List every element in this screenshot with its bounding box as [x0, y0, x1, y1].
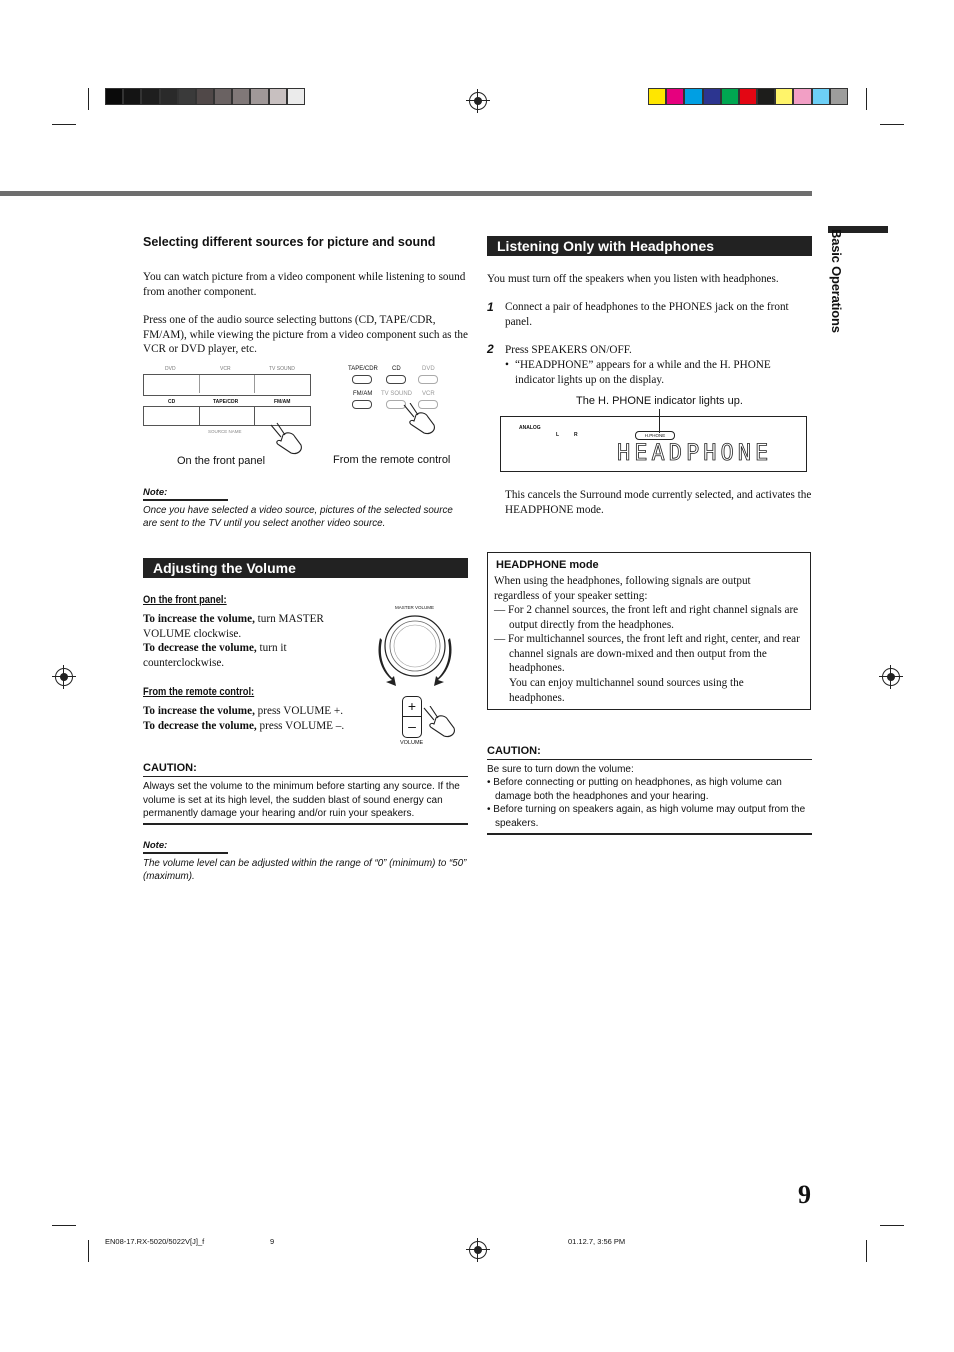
- volume-rocker[interactable]: [402, 696, 422, 738]
- headphones-caution-bullet: • Before turning on speakers again, as high volume may output from the speakers.: [487, 804, 806, 829]
- crop-mark: [866, 1240, 867, 1262]
- caution-rule-bottom: [143, 823, 468, 825]
- hphone-indicator: H.PHONE: [635, 431, 675, 440]
- step-number: 2: [487, 342, 494, 356]
- mode-box-item: You can enjoy multichannel sound sources using the headphones.: [509, 677, 744, 704]
- registration-mark-icon: [469, 1241, 487, 1259]
- remote-tapecdr-button[interactable]: [352, 375, 372, 384]
- master-volume-label: MASTER VOLUME: [395, 605, 435, 610]
- volume-caution-text: Always set the volume to the minimum before starting any source. If the volume is set at its high level, the sudden blast of sound energy can permanently damage your hearing and/or ruin your speakers.: [143, 781, 460, 819]
- hand-pointer-icon: [420, 706, 460, 742]
- front-top-label: VCR: [220, 366, 231, 372]
- volume-remote-heading: From the remote control:: [143, 686, 255, 698]
- note-underline: [143, 852, 228, 854]
- calibration-swatch: [232, 88, 250, 105]
- volume-remote-text: [143, 704, 383, 733]
- note-underline: [143, 499, 228, 501]
- calibration-swatch: [684, 88, 702, 105]
- master-volume-knob[interactable]: [366, 610, 464, 688]
- remote-label: DVD: [422, 366, 435, 372]
- calibration-swatch: [250, 88, 268, 105]
- crop-mark: [88, 1240, 89, 1262]
- step2-bullet: • “HEADPHONE” appears for a while and the H. PHONE indicator lights up on the display.: [505, 358, 810, 387]
- headphones-caution-title: CAUTION:: [487, 745, 541, 757]
- l-indicator: L: [556, 432, 560, 438]
- sources-note-text: Once you have selected a video source, pictures of the selected source are sent to the TV until you select another video source.: [143, 505, 453, 529]
- analog-indicator: ANALOG: [519, 425, 541, 431]
- top-rule: [0, 191, 812, 196]
- grayscale-strip: [105, 88, 305, 105]
- display-caption: The H. PHONE indicator lights up.: [576, 395, 743, 407]
- mode-box-title: HEADPHONE mode: [496, 559, 599, 571]
- registration-mark-icon: [469, 92, 487, 110]
- front-top-label: DVD: [165, 366, 176, 372]
- remote-label: VCR: [422, 391, 435, 397]
- headphone-mode-box: [487, 552, 811, 710]
- note-label: Note:: [143, 487, 168, 498]
- remote-label: FM/AM: [353, 391, 373, 397]
- volume-front-text: [143, 612, 348, 670]
- headphones-caution-intro: Be sure to turn down the volume:: [487, 764, 634, 775]
- caution-rule-bottom: [487, 833, 812, 835]
- remote-dvd-button[interactable]: [418, 375, 438, 384]
- remote-dec-text: press VOLUME –.: [256, 719, 345, 732]
- calibration-swatch: [775, 88, 793, 105]
- calibration-swatch: [123, 88, 141, 105]
- calibration-swatch: [739, 88, 757, 105]
- headphones-caution-bullet: • Before connecting or putting on headphones, as high volume can damage both the headphones and your hearing.: [487, 777, 782, 802]
- caution-rule: [487, 759, 812, 760]
- color-strip: [648, 88, 848, 105]
- calibration-swatch: [757, 88, 775, 105]
- remote-illustration: [346, 365, 446, 445]
- registration-mark-icon: [882, 668, 900, 686]
- remote-label: TV SOUND: [381, 391, 413, 397]
- remote-dec-bold: To decrease the volume,: [143, 719, 257, 732]
- remote-inc-text: press VOLUME +.: [254, 705, 344, 717]
- front-inc-bold: To increase the volume,: [143, 613, 255, 625]
- front-dec-text: turn it counterclockwise.: [143, 642, 287, 669]
- crop-mark: [52, 124, 76, 125]
- calibration-swatch: [160, 88, 178, 105]
- front-tapecdr-button[interactable]: [200, 407, 256, 425]
- front-bottom-label: FM/AM: [274, 399, 291, 405]
- calibration-swatch: [141, 88, 159, 105]
- page-number: 9: [798, 1180, 811, 1209]
- calibration-swatch: [214, 88, 232, 105]
- r-indicator: R: [574, 432, 578, 438]
- display-text: HEADPHONE: [617, 441, 773, 466]
- volume-caution-title: CAUTION:: [143, 762, 197, 774]
- note-label: Note:: [143, 840, 168, 851]
- step-number: 1: [487, 300, 494, 314]
- calibration-swatch: [721, 88, 739, 105]
- remote-inc-bold: To increase the volume,: [143, 705, 255, 717]
- remote-label: CD: [392, 366, 401, 372]
- step2-text: Press SPEAKERS ON/OFF.: [505, 344, 632, 356]
- mode-box-intro: When using the headphones, following signals are output regardless of your speaker setting:: [494, 575, 751, 602]
- calibration-swatch: [105, 88, 123, 105]
- front-bottom-label: TAPE/CDR: [213, 399, 239, 405]
- front-cd-button[interactable]: [144, 407, 200, 425]
- calibration-swatch: [703, 88, 721, 105]
- registration-mark-icon: [55, 668, 73, 686]
- crop-mark: [866, 88, 867, 110]
- remote-caption: From the remote control: [333, 454, 451, 466]
- volume-label: VOLUME: [400, 740, 424, 746]
- step2-bullet-text: “HEADPHONE” appears for a while and the H. PHONE indicator lights up on the display.: [515, 359, 771, 386]
- volume-note-text: The volume level can be adjusted within the range of “0” (minimum) to “50” (maximum).: [143, 858, 467, 882]
- headphones-after-text: This cancels the Surround mode currently selected, and activates the HEADPHONE mode.: [505, 489, 812, 516]
- crop-mark: [88, 88, 89, 110]
- headphones-intro: You must turn off the speakers when you listen with headphones.: [487, 273, 779, 285]
- crop-mark: [52, 1225, 76, 1226]
- calibration-swatch: [196, 88, 214, 105]
- volume-front-heading: On the front panel:: [143, 594, 227, 606]
- caution-rule: [143, 776, 468, 777]
- front-panel-caption: On the front panel: [177, 455, 266, 467]
- calibration-swatch: [287, 88, 305, 105]
- remote-fmam-button[interactable]: [352, 400, 372, 409]
- remote-label: TAPE/CDR: [348, 366, 378, 372]
- hand-pointer-icon: [265, 421, 309, 457]
- front-panel-illustration: [143, 366, 313, 456]
- calibration-swatch: [793, 88, 811, 105]
- hand-pointer-icon: [400, 403, 440, 439]
- calibration-swatch: [812, 88, 830, 105]
- calibration-swatch: [666, 88, 684, 105]
- volume-plus-button[interactable]: +: [403, 697, 421, 717]
- crop-mark: [880, 124, 904, 125]
- remote-cd-button[interactable]: [386, 375, 406, 384]
- calibration-swatch: [830, 88, 848, 105]
- footer-stamp: 01.12.7, 3:56 PM: [568, 1237, 626, 1246]
- volume-section-title: Adjusting the Volume: [143, 558, 468, 578]
- front-dec-bold: To decrease the volume,: [143, 642, 257, 654]
- footer-page: 9: [270, 1237, 275, 1246]
- crop-mark: [880, 1225, 904, 1226]
- mode-box-item: — For multichannel sources, the front left and right, center, and rear channel signals are down-mixed and then output from the headphones.: [494, 633, 800, 674]
- headphones-section-title: Listening Only with Headphones: [487, 236, 812, 256]
- calibration-swatch: [648, 88, 666, 105]
- sources-para1: You can watch picture from a video component while listening to sound from another component.: [143, 271, 466, 298]
- front-bottom-label: CD: [168, 399, 176, 405]
- front-top-label: TV SOUND: [269, 366, 295, 372]
- calibration-swatch: [269, 88, 287, 105]
- front-inc-text: turn MASTER VOLUME clockwise.: [143, 613, 324, 640]
- volume-minus-button[interactable]: –: [408, 718, 416, 734]
- source-name-label: SOURCE NAME: [208, 429, 242, 434]
- sources-para2: Press one of the audio source selecting buttons (CD, TAPE/CDR, FM/AM), while viewing the picture from a video component such as the VCR or DVD player, etc.: [143, 314, 468, 355]
- sources-heading: Selecting different sources for picture and sound: [143, 235, 436, 249]
- footer-file: EN08-17.RX-5020/5022V[J]_f: [105, 1237, 205, 1246]
- mode-box-item: — For 2 channel sources, the front left and right channel signals are output directly from the headphones.: [494, 604, 799, 631]
- step1-text: Connect a pair of headphones to the PHONES jack on the front panel.: [505, 301, 789, 328]
- calibration-swatch: [178, 88, 196, 105]
- front-display-panel: [500, 416, 807, 472]
- side-tab-label: Basic Operations: [829, 229, 844, 333]
